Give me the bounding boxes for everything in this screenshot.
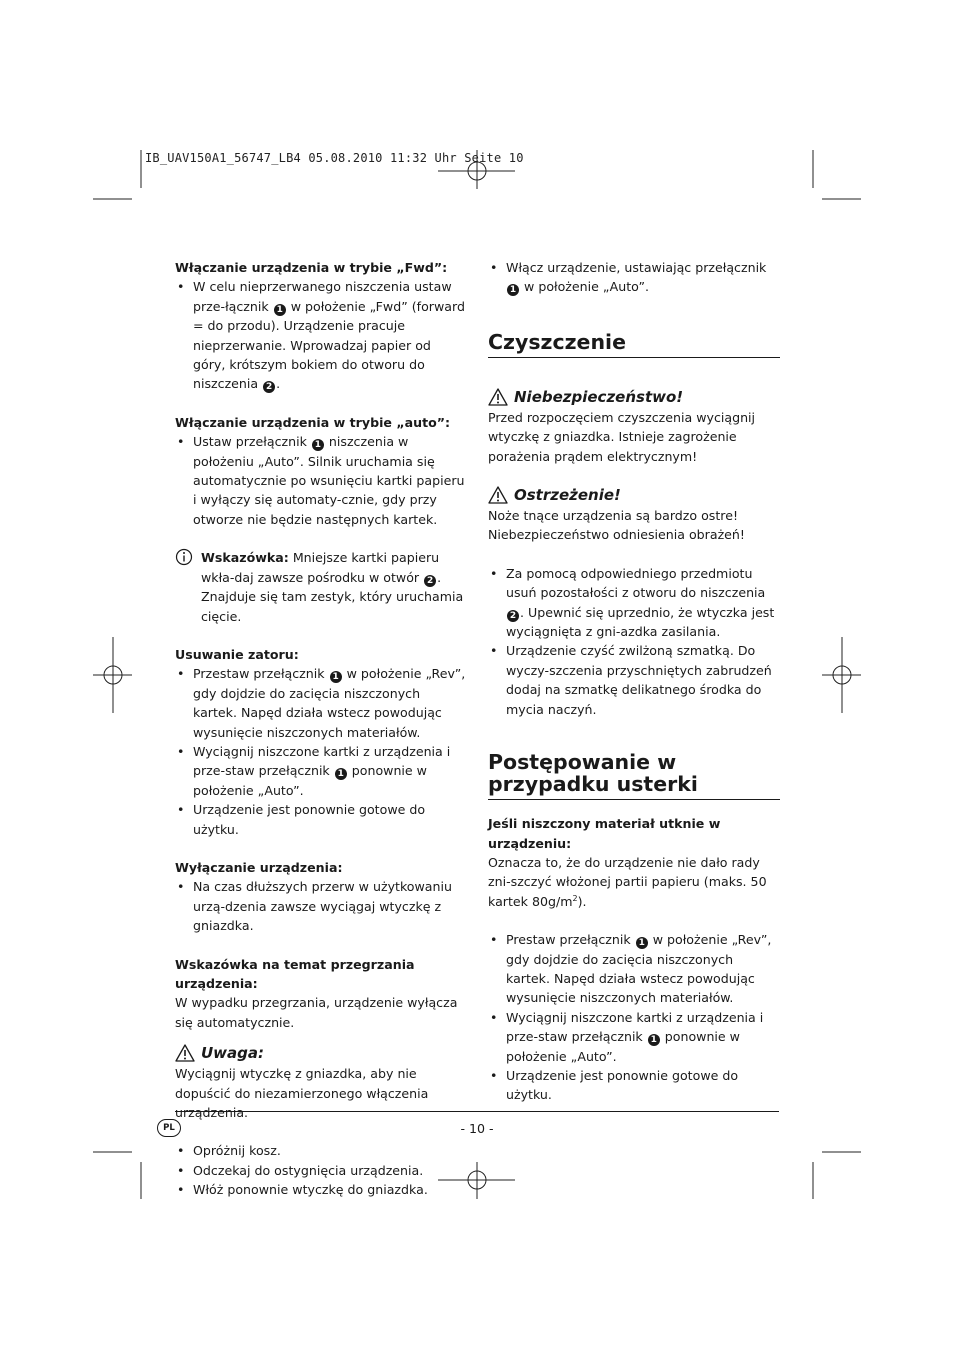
list-item: • W celu nieprzerwanego niszczenia ustaw prze-łącznik 1 w położenie „Fwd” (forward = do przodu). Urządzenie pracuje nieprzerwanie. Wprowadzaj papier od góry, krótszym bokiem do otworu do niszczenia 2 . [175, 277, 467, 393]
right-column [488, 258, 780, 1105]
warning-heading: Ostrzeżenie! [488, 484, 780, 506]
marker-two-icon: 2 [507, 610, 519, 622]
list-item: • Ustaw przełącznik 1 niszczenia w położeniu „Auto”. Silnik uruchamia się automatycznie po wsunięciu kartki papieru i wyłączy się automaty-cznie, gdy przy otworze nie będzie następnych kartek. [175, 432, 467, 529]
bullet-list [175, 664, 467, 839]
list-item: • Wyciągnij niszczone kartki z urządzenia i prze-staw przełącznik 1 ponownie w położenie „Auto”. [488, 1008, 780, 1066]
caution-heading: Uwaga: [175, 1042, 467, 1064]
page-number: - 10 - [460, 1121, 494, 1136]
section-heading: Wskazówka na temat przegrzania urządzenia: [175, 956, 415, 991]
paragraph: Przed rozpoczęciem czyszczenia wyciągnij wtyczkę z gniazdka. Istnieje zagrożenie porażenia prądem elektrycznym! [488, 409, 756, 464]
marker-one-icon: 1 [274, 304, 286, 316]
left-column [175, 258, 467, 1200]
section-title: Czyszczenie [488, 331, 780, 358]
list-item: • Włóż ponownie wtyczkę do gniazdka. [175, 1180, 467, 1199]
section-heading: Włączanie urządzenia w trybie „auto”: [175, 414, 451, 430]
list-item: • Przestaw przełącznik 1 w położenie „Rev”, gdy dojdzie do zacięcia niszczonych kartek. Napęd działa wstecz powodując wysunięcie niszczonych materiałów. [175, 664, 467, 742]
list-item: • Na czas dłuższych przerw w użytkowaniu urzą-dzenia zawsze wyciągaj wtyczkę z gniazdka. [175, 877, 467, 935]
list-item: • Odczekaj do ostygnięcia urządzenia. [175, 1161, 467, 1180]
marker-two-icon: 2 [263, 381, 275, 393]
paragraph: Noże tnące urządzenia są bardzo ostre! [488, 508, 739, 524]
tip-note: Wskazówka: Mniejsze kartki papieru wkła-daj zawsze pośrodku w otwór 2 . Znajduje się tam zestyk, który uruchamia cięcie. [175, 548, 467, 626]
registration-crosshair-icon [822, 637, 861, 713]
list-item: • Prestaw przełącznik 1 w położenie „Rev”, gdy dojdzie do zacięcia niszczonych kartek. Napęd działa wstecz powodując wysunięcie niszczonych materiałów. [488, 930, 780, 1008]
list-item: • Urządzenie jest ponownie gotowe do użytku. [175, 800, 467, 839]
marker-one-icon: 1 [330, 671, 342, 683]
bullet-list [488, 258, 780, 297]
marker-one-icon: 1 [312, 439, 324, 451]
section-heading: Jeśli niszczony materiał utknie w urządzeniu: [488, 816, 721, 851]
list-item: • Za pomocą odpowiedniego przedmiotu usuń pozostałości z otworu do niszczenia 2 . Upewnić się uprzednio, że wtyczka jest wyciągnięta z gni-azdka zasilania. [488, 564, 780, 642]
paragraph: W wypadku przegrzania, urządzenie wyłącza się automatycznie. [175, 995, 458, 1030]
warning-triangle-icon [488, 486, 508, 504]
list-item: • Urządzenie czyść zwilżoną szmatką. Do wyczy-szczenia przyschniętych zabrudzeń dodaj na szmatkę delikatnego środka do mycia naczyń. [488, 641, 780, 719]
list-item: • Opróżnij kosz. [175, 1141, 467, 1160]
bullet-list [175, 877, 467, 935]
marker-one-icon: 1 [636, 937, 648, 949]
section-title: Postępowanie w przypadku usterki [488, 751, 780, 800]
paragraph: Oznacza to, że do urządzenie nie dało rady zni-szczyć włożonej partii papieru (maks. 50 kartek $80g/m^2$). [488, 854, 767, 909]
info-circle-icon [175, 548, 193, 566]
paragraph: Niebezpieczeństwo odniesienia obrażeń! [488, 527, 745, 543]
marker-one-icon: 1 [507, 284, 519, 296]
danger-heading: Niebezpieczeństwo! [488, 386, 780, 408]
warning-triangle-icon [175, 1044, 195, 1062]
section-heading: Wyłączanie urządzenia: [175, 859, 343, 875]
note-label: Wskazówka: [201, 550, 289, 566]
bullet-list [488, 564, 780, 719]
section-heading: Włączanie urządzenia w trybie „Fwd”: [175, 260, 448, 275]
marker-one-icon: 1 [335, 768, 347, 780]
language-badge: PL [157, 1119, 181, 1137]
list-item: • Wyciągnij niszczone kartki z urządzenia i prze-staw przełącznik 1 ponownie w położenie „Auto”. [175, 742, 467, 800]
bullet-list [175, 1141, 467, 1199]
marker-one-icon: 1 [648, 1034, 660, 1046]
bullet-list [175, 432, 467, 529]
list-item: • Urządzenie jest ponownie gotowe do użytku. [488, 1066, 780, 1105]
bullet-list [175, 277, 467, 393]
marker-two-icon: 2 [424, 575, 436, 587]
bullet-list [488, 930, 780, 1105]
list-item: • Włącz urządzenie, ustawiając przełącznik 1 w położenie „Auto”. [488, 258, 780, 297]
section-heading: Usuwanie zatoru: [175, 646, 299, 662]
print-slug: IB_UAV150A1_56747_LB4 05.08.2010 11:32 Uhr Seite 10 [145, 151, 524, 165]
footer-divider [175, 1111, 779, 1112]
paragraph: Wyciągnij wtyczkę z gniazdka, aby nie dopuścić do niezamierzonego włączenia urządzenia. [175, 1066, 429, 1121]
registration-crosshair-icon [93, 637, 132, 713]
warning-triangle-icon [488, 388, 508, 406]
